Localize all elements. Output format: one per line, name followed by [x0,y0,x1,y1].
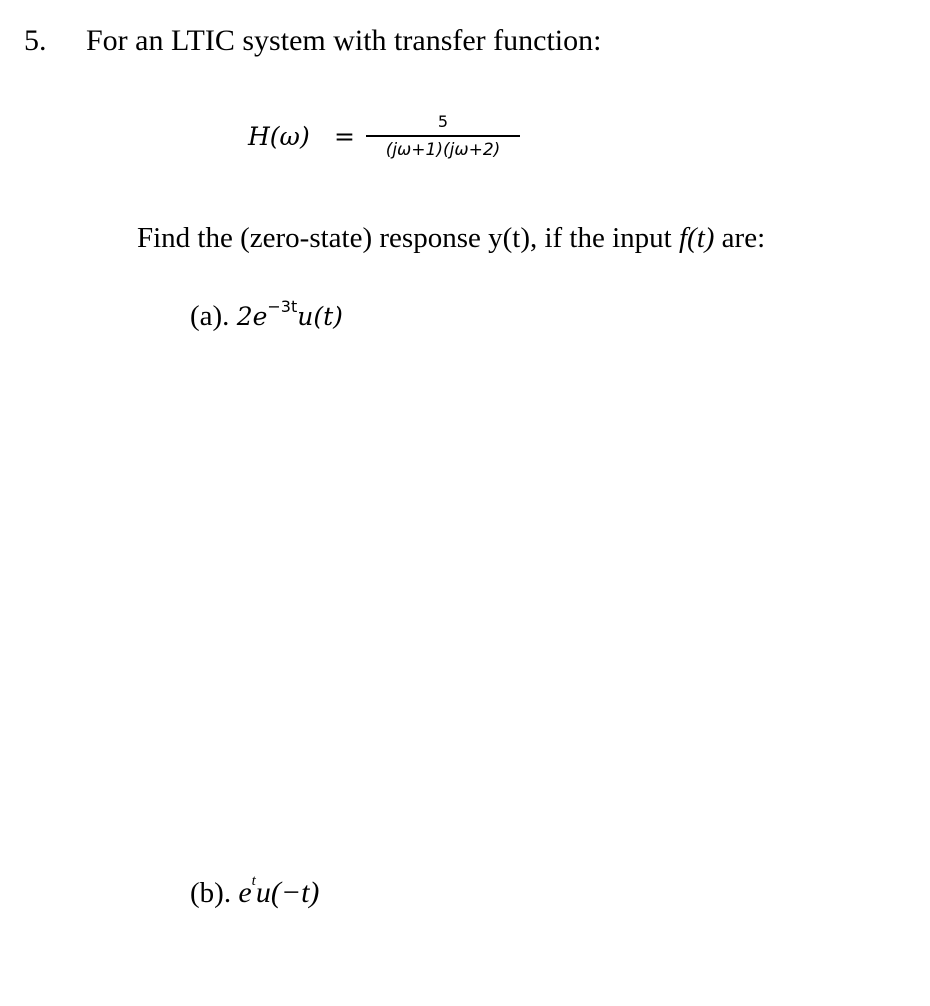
part-b-tail: u(−t) [255,876,320,909]
question-number: 5. [24,24,47,57]
input-symbol: f(t) [678,222,715,254]
part-a-label: (a). [190,300,230,332]
fraction-bar [366,135,520,137]
equals-sign: = [334,122,355,151]
transfer-function-lhs: H(ω) [248,122,310,151]
question-text: For an LTIC system with transfer function: [86,24,602,57]
instruction-suffix: are: [721,222,766,254]
fraction-numerator: 5 [437,112,449,131]
part-a-expression [236,296,343,331]
part-b [190,873,320,910]
transfer-function-fraction [366,112,520,160]
part-b-expression [238,873,320,909]
part-b-label: (b). [190,877,232,909]
part-a-exponent: −3t [267,296,298,316]
instruction-prefix: Find the (zero-state) response y(t), if the input [137,222,672,254]
part-a-tail: u(t) [297,302,343,331]
part-a-base: 2e [236,302,268,331]
instruction-text [137,222,765,255]
part-b-base: e [238,876,252,909]
fraction-denominator: (jω+1)(jω+2) [385,140,501,160]
part-b-exponent: t [251,873,256,889]
part-a [190,296,343,333]
